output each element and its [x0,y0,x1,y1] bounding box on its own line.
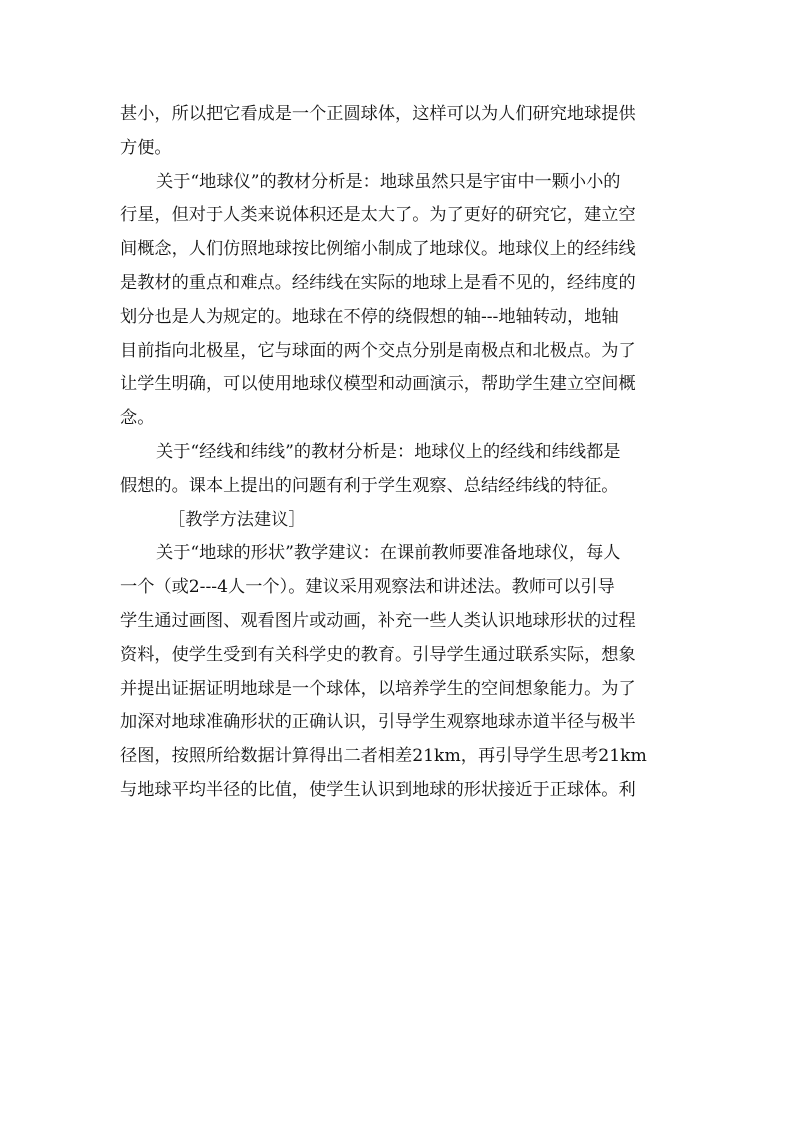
text-line: 关于“地球仪”的教材分析是：地球虽然只是宇宙中一颗小小的 [156,171,621,192]
text-line: 目前指向北极星，它与球面的两个交点分别是南极点和北极点。为了 [120,340,636,361]
text-line: 一个（或2---4人一个）。建议采用观察法和讲述法。教师可以引导 [120,577,615,598]
text-line: 甚小，所以把它看成是一个正圆球体，这样可以为人们研究地球提供 [120,104,636,124]
text-line: 让学生明确，可以使用地球仪模型和动画演示，帮助学生建立空间概 [120,374,636,395]
paragraph-1 [120,98,676,166]
text-line: 与地球平均半径的比值，使学生认识到地球的形状接近于正球体。利 [120,779,636,800]
body-text [120,98,676,808]
section-heading [120,504,676,538]
text-line: 假想的。课本上提出的问题有利于学生观察、总结经纬线的特征。 [120,475,619,496]
text-line: 并提出证据证明地球是一个球体，以培养学生的空间想象能力。为了 [120,678,636,699]
text-line: 念。 [120,408,155,429]
text-line: 径图，按照所给数据计算得出二者相差21km，再引导学生思考21km [120,746,647,767]
text-line: 行星，但对于人类来说体积还是太大了。为了更好的研究它，建立空 [120,205,636,226]
section-heading-text: ［教学方法建议］ [168,509,306,530]
paragraph-4 [120,537,676,807]
text-line: 学生通过画图、观看图片或动画，补充一些人类认识地球形状的过程 [120,610,636,631]
paragraph-3 [120,436,676,504]
paragraph-2 [120,166,676,436]
text-line: 资料，使学生受到有关科学史的教育。引导学生通过联系实际，想象 [120,644,636,665]
text-line: 关于“经线和纬线”的教材分析是：地球仪上的经线和纬线都是 [156,441,621,462]
text-line: 方便。 [120,137,172,158]
text-line: 间概念，人们仿照地球按比例缩小制成了地球仪。地球仪上的经纬线 [120,239,636,260]
text-line: 是教材的重点和难点。经纬线在实际的地球上是看不见的，经纬度的 [120,272,636,293]
text-line: 加深对地球准确形状的正确认识，引导学生观察地球赤道半径与极半 [120,712,636,733]
text-line: 关于“地球的形状”教学建议：在课前教师要准备地球仪，每人 [156,543,621,564]
text-line: 划分也是人为规定的。地球在不停的绕假想的轴---地轴转动，地轴 [120,306,619,327]
